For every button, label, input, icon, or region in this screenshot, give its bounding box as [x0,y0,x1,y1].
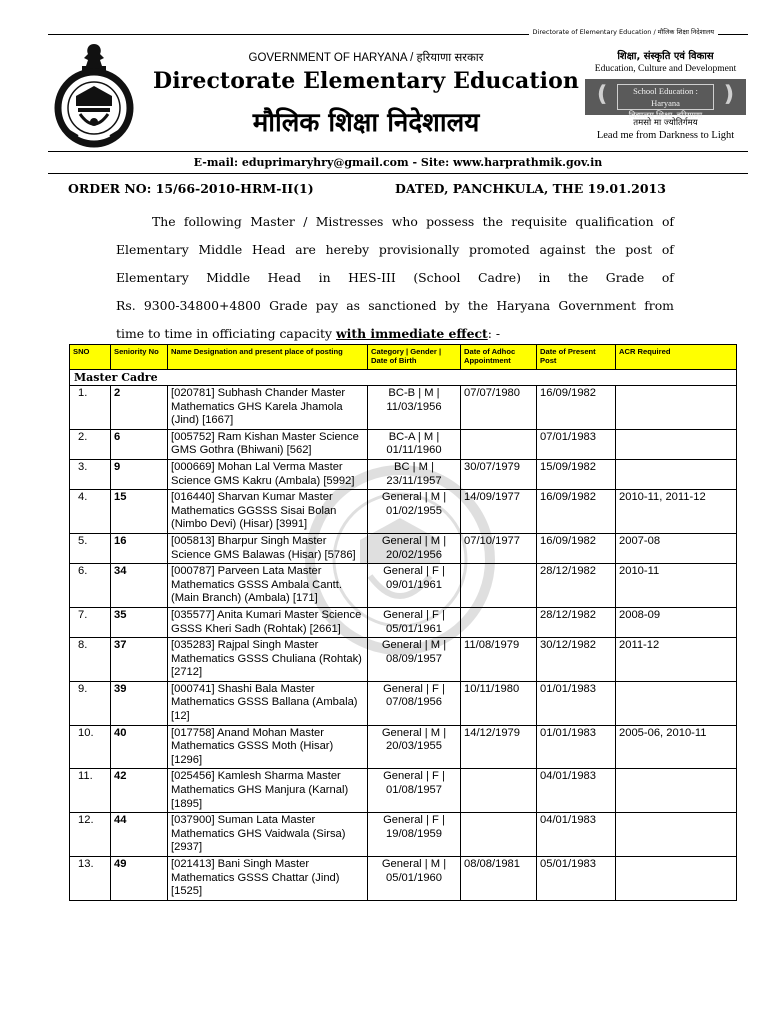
row-acr-required [616,459,737,489]
row-acr-required [616,429,737,459]
row-adhoc-date: 07/07/1980 [461,386,537,430]
body-word: promoted [469,242,530,257]
col-seniority-header: Seniority No [111,345,168,370]
logo-band [585,79,746,120]
row-present-post-date: 07/01/1983 [537,429,616,459]
row-category-gender-dob: General | M | 20/02/1956 [368,533,461,563]
row-sno: 6. [70,564,111,608]
col-sno-header: SNO [70,345,111,370]
row-seniority: 2 [111,386,168,430]
body-word: possess [426,214,475,229]
table-row [70,490,737,534]
logo-english-tagline: Education, Culture and Development [594,64,737,74]
body-word: Head [252,242,286,257]
table-header-row [70,345,737,370]
row-present-post-date: 05/01/1983 [537,857,616,901]
body-word: Government [558,298,637,313]
row-category-gender-dob: General | F | 09/01/1961 [368,564,461,608]
directorate-title-english: Directorate Elementary Education [153,68,579,94]
body-word: (School [413,270,461,285]
row-adhoc-date: 14/09/1977 [461,490,537,534]
body-word: qualification [575,214,654,229]
table-row [70,681,737,725]
body-word: are [295,242,316,257]
table-row [70,429,737,459]
row-name-posting: [000669] Mohan Lal Verma Master Science GMS Kakru (Ambala) [5992] [168,459,368,489]
row-sno: 12. [70,813,111,857]
body-word: in [538,270,551,285]
body-word: as [346,298,361,313]
row-sno: 3. [70,459,111,489]
row-category-gender-dob: General | F | 07/08/1956 [368,681,461,725]
row-category-gender-dob: BC | M | 23/11/1957 [368,459,461,489]
row-acr-required: 2005-06, 2010-11 [616,725,737,769]
row-present-post-date: 04/01/1983 [537,813,616,857]
body-word: requisite [511,214,568,229]
body-word: from [644,298,674,313]
row-category-gender-dob: General | F | 05/01/1961 [368,607,461,637]
immediate-effect-emphasis: with immediate effect [335,326,488,341]
row-present-post-date: 01/01/1983 [537,681,616,725]
body-word: the [567,270,589,285]
logo-band-line2: विद्यालय शिक्षा, हरियाणा [628,110,703,120]
row-sno: 10. [70,725,111,769]
row-seniority: 6 [111,429,168,459]
body-word: who [391,214,418,229]
row-acr-required: 2010-11 [616,564,737,608]
row-name-posting: [035577] Anita Kumari Master Science GSSS Kheri Sadh (Rohtak) [2661] [168,607,368,637]
row-sno: 13. [70,857,111,901]
logo-band-text [617,84,714,120]
row-acr-required: 2007-08 [616,533,737,563]
body-word: of [661,270,674,285]
row-seniority: 49 [111,857,168,901]
row-seniority: 42 [111,769,168,813]
running-header [48,26,748,38]
body-line-5-end: : - [487,326,501,341]
row-name-posting: [005813] Bharpur Singh Master Science GMS Balawas (Hisar) [5786] [168,533,368,563]
row-present-post-date: 16/09/1982 [537,533,616,563]
body-word: sanctioned [368,298,437,313]
body-word: following [183,214,242,229]
row-seniority: 15 [111,490,168,534]
row-seniority: 16 [111,533,168,563]
row-adhoc-date: 11/08/1979 [461,638,537,682]
left-flourish-icon: ❪ [593,82,612,107]
body-line-2 [116,236,674,264]
row-name-posting: [005752] Ram Kishan Master Science GMS Gothra (Bhiwani) [562] [168,429,368,459]
row-seniority: 39 [111,681,168,725]
row-adhoc-date [461,429,537,459]
promotion-table [69,344,737,901]
row-adhoc-date: 08/08/1981 [461,857,537,901]
body-word: Elementary [116,270,189,285]
haryana-emblem-icon [48,40,140,148]
table-row [70,533,737,563]
body-word: Haryana [496,298,551,313]
row-category-gender-dob: BC-A | M | 01/11/1960 [368,429,461,459]
row-category-gender-dob: General | M | 20/03/1955 [368,725,461,769]
logo-band-line1: School Education : Haryana [633,86,698,108]
body-word: of [661,242,674,257]
header-rule-bottom [48,173,748,174]
row-name-posting: [000787] Parveen Lata Master Mathematics GSSS Ambala Cantt. (Main Branch) (Ambala) [171] [168,564,368,608]
directorate-title-hindi: मौलिक शिक्षा निदेशालय [252,108,480,138]
table-row [70,607,737,637]
body-word: HES-III [348,270,396,285]
body-word: Rs. [116,298,136,313]
header-rule-top [48,151,748,152]
row-name-posting: [025456] Kamlesh Sharma Master Mathematics GHS Manjura (Karnal) [1895] [168,769,368,813]
body-word: hereby [325,242,370,257]
right-flourish-icon: ❫ [719,82,738,107]
row-sno: 1. [70,386,111,430]
logo-hindi-tagline: शिक्षा, संस्कृति एवं विकास [617,51,714,62]
row-name-posting: [020781] Subhash Chander Master Mathematics GHS Karela Jhamola (Jind) [1667] [168,386,368,430]
row-category-gender-dob: General | F | 01/08/1957 [368,769,461,813]
order-body-paragraph [116,208,674,348]
col-name-header: Name Designation and present place of posting [168,345,368,370]
body-word: in [318,270,331,285]
row-sno: 11. [70,769,111,813]
row-name-posting: [000741] Shashi Bala Master Mathematics GSSS Ballana (Ambala) [12] [168,681,368,725]
order-number: ORDER NO: 15/66-2010-HRM-II(1) [68,181,314,196]
table-row [70,857,737,901]
row-name-posting: [035283] Rajpal Singh Master Mathematics GSSS Chuliana (Rohtak) [2712] [168,638,368,682]
table-row [70,386,737,430]
body-line-1 [116,208,674,236]
row-category-gender-dob: General | M | 01/02/1955 [368,490,461,534]
row-adhoc-date: 10/11/1980 [461,681,537,725]
row-adhoc-date: 07/10/1977 [461,533,537,563]
row-category-gender-dob: General | M | 08/09/1957 [368,638,461,682]
row-present-post-date: 01/01/1983 [537,725,616,769]
row-present-post-date: 30/12/1982 [537,638,616,682]
row-acr-required: 2010-11, 2011-12 [616,490,737,534]
col-category-header: Category | Gender | Date of Birth [368,345,461,370]
table-row [70,769,737,813]
contact-line: E-mail: eduprimaryhry@gmail.com - Site: www.harprathmik.gov.in [193,156,603,169]
row-seniority: 37 [111,638,168,682]
running-header-text: Directorate of Elementary Education / मौलिक शिक्षा निदेशालय [529,27,718,36]
motto-english: Lead me from Darkness to Light [596,130,735,141]
row-sno: 5. [70,533,111,563]
table-row [70,459,737,489]
row-name-posting: [021413] Bani Singh Master Mathematics GSSS Chattar (Jind) [1525] [168,857,368,901]
row-present-post-date: 04/01/1983 [537,769,616,813]
body-word: The [152,214,176,229]
body-word: Head [267,270,302,285]
row-seniority: 9 [111,459,168,489]
row-sno: 2. [70,429,111,459]
row-adhoc-date: 14/12/1979 [461,725,537,769]
body-word: the [595,242,616,257]
row-present-post-date: 16/09/1982 [537,490,616,534]
row-name-posting: [017758] Anand Mohan Master Mathematics GSSS Moth (Hisar) [1296] [168,725,368,769]
body-word: Mistresses [315,214,384,229]
row-seniority: 40 [111,725,168,769]
school-education-logo [583,48,748,148]
col-present-post-header: Date of Present Post [537,345,616,370]
body-word: Cadre) [478,270,521,285]
body-word: the [482,214,503,229]
body-word: Grade [269,298,308,313]
body-word: by [444,298,460,313]
row-category-gender-dob: General | F | 19/08/1959 [368,813,461,857]
row-present-post-date: 28/12/1982 [537,564,616,608]
section-row [70,370,737,386]
row-acr-required [616,813,737,857]
row-present-post-date: 16/09/1982 [537,386,616,430]
body-word: Grade [605,270,645,285]
row-adhoc-date [461,769,537,813]
row-category-gender-dob: BC-B | M | 11/03/1956 [368,386,461,430]
row-sno: 9. [70,681,111,725]
row-acr-required [616,386,737,430]
body-word: Middle [198,242,243,257]
row-acr-required [616,681,737,725]
government-line: GOVERNMENT OF HARYANA / हरियाणा सरकार [248,52,484,64]
row-acr-required: 2011-12 [616,638,737,682]
body-line-4 [116,292,674,320]
body-word: / [303,214,308,229]
table-body [70,370,737,901]
col-acr-header: ACR Required [616,345,737,370]
col-adhoc-header: Date of Adhoc Appointment [461,345,537,370]
body-line-5-text: time to time in officiating capacity [116,326,336,341]
table-row [70,564,737,608]
order-date: DATED, PANCHKULA, THE 19.01.2013 [395,181,666,196]
motto-hindi: तमसो मा ज्योतिर्गमय [633,118,698,128]
row-name-posting: [037900] Suman Lata Master Mathematics GHS Vaidwala (Sirsa) [2937] [168,813,368,857]
row-present-post-date: 28/12/1982 [537,607,616,637]
row-acr-required [616,769,737,813]
body-line-3 [116,264,674,292]
row-sno: 4. [70,490,111,534]
row-adhoc-date [461,564,537,608]
body-word: Master [250,214,295,229]
body-word: Elementary [116,242,189,257]
row-adhoc-date [461,813,537,857]
table-row [70,813,737,857]
row-sno: 7. [70,607,111,637]
body-word: against [539,242,586,257]
body-word: Middle [206,270,251,285]
body-word: provisionally [378,242,460,257]
row-adhoc-date [461,607,537,637]
body-word: of [661,214,674,229]
row-present-post-date: 15/09/1982 [537,459,616,489]
row-sno: 8. [70,638,111,682]
row-acr-required [616,857,737,901]
body-word: 9300-34800+4800 [143,298,261,313]
body-word: pay [315,298,339,313]
body-word: the [467,298,489,313]
section-label: Master Cadre [70,370,737,386]
row-category-gender-dob: General | M | 05/01/1960 [368,857,461,901]
row-adhoc-date: 30/07/1979 [461,459,537,489]
row-name-posting: [016440] Sharvan Kumar Master Mathematics GGSSS Sisai Bolan (Nimbo Devi) (Hisar) [3991] [168,490,368,534]
row-acr-required: 2008-09 [616,607,737,637]
row-seniority: 34 [111,564,168,608]
body-word: post [625,242,653,257]
table-row [70,725,737,769]
row-seniority: 35 [111,607,168,637]
table-row [70,638,737,682]
row-seniority: 44 [111,813,168,857]
